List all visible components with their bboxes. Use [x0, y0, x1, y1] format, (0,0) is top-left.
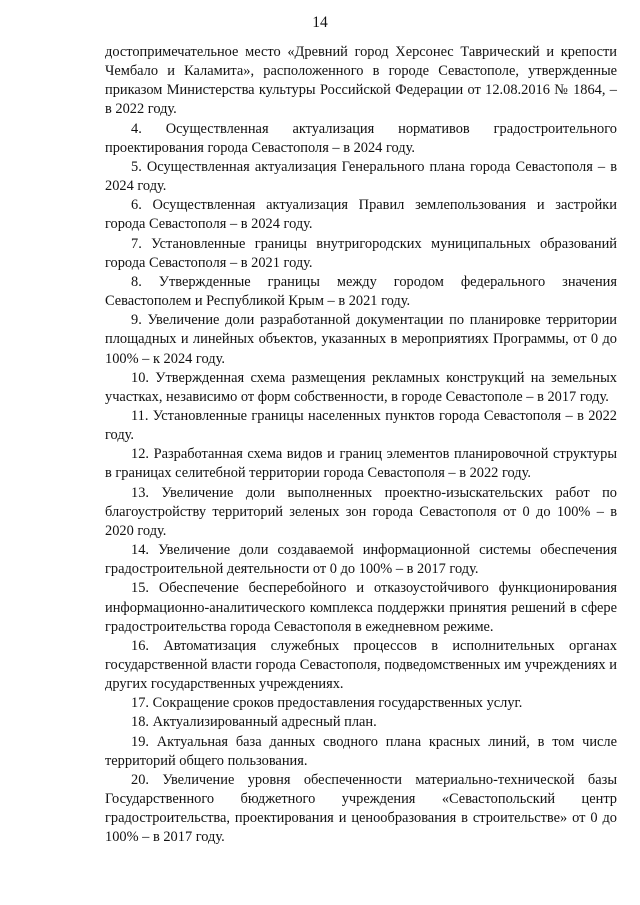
list-item-10: 10. Утвержденная схема размещения рекламных конструкций на земельных участках, независимо от форм собственности, в городе Севастополе – в 2017 году.	[105, 369, 617, 405]
list-item-11: 11. Установленные границы населенных пунктов города Севастополя – в 2022 году.	[105, 407, 617, 444]
list-item-9: 9. Увеличение доли разработанной документации по планировке территории площадных и линейных объектов, указанных в мероприятиях Программы, от 0 до 100% – к 2024 году.	[105, 312, 617, 367]
page-number: 14	[312, 14, 328, 31]
list-item-13: 13. Увеличение доли выполненных проектно-изыскательских работ по благоустройству территорий зеленых зон города Севастополя от 0 до 100% – в 2020 году.	[105, 484, 617, 539]
list-item-8: 8. Утвержденные границы между городом федерального значения Севастополем и Республикой Крым – в 2021 году.	[105, 273, 617, 310]
list-item-16: 16. Автоматизация служебных процессов в исполнительных органах государственной власти города Севастополя, подведомственных им учреждениях и других государственных учреждениях.	[105, 637, 617, 693]
list-item-5: 5. Осуществленная актуализация Генерального плана города Севастополя – в 2024 году.	[105, 158, 617, 195]
list-item-6: 6. Осуществленная актуализация Правил землепользования и застройки города Севастополя – в 2024 году.	[105, 197, 617, 233]
document-body	[105, 43, 617, 848]
paragraph-continuation: достопримечательное место «Древний город Херсонес Таврический и крепости Чембало и Каламита», расположенного в городе Севастополе, утвержденные приказом Министерства культуры Российской Федерации от 12.08.2016 № 1864, – в 2022 году.	[105, 44, 617, 118]
list-item-4: 4. Осуществленная актуализация нормативов градостроительного проектирования города Севастополя – в 2024 году.	[105, 120, 617, 156]
list-item-7: 7. Установленные границы внутригородских муниципальных образований города Севастополя – в 2021 году.	[105, 235, 617, 271]
list-item-15: 15. Обеспечение бесперебойного и отказоустойчивого функционирования информационно-аналитического комплекса поддержки принятия решений в сфере градостроительства города Севастополя в ежедневном режиме.	[105, 580, 617, 635]
list-item-18: 18. Актуализированный адресный план.	[131, 714, 377, 731]
list-item-17: 17. Сокращение сроков предоставления государственных услуг.	[131, 695, 523, 712]
list-item-20: 20. Увеличение уровня обеспеченности материально-технической базы Государственного бюджетного учреждения «Севастопольский центр градостроительства, проектирования и ценообразования в строительстве» от 0 до 100% – в 2017 году.	[105, 771, 617, 846]
list-item-19: 19. Актуальная база данных сводного плана красных линий, в том числе территорий общего пользования.	[105, 733, 617, 769]
list-item-14: 14. Увеличение доли создаваемой информационной системы обеспечения градостроительной деятельности от 0 до 100% – в 2017 году.	[105, 542, 617, 578]
list-item-12: 12. Разработанная схема видов и границ элементов планировочной структуры в границах селитебной территории города Севастополя – в 2022 году.	[105, 446, 617, 482]
